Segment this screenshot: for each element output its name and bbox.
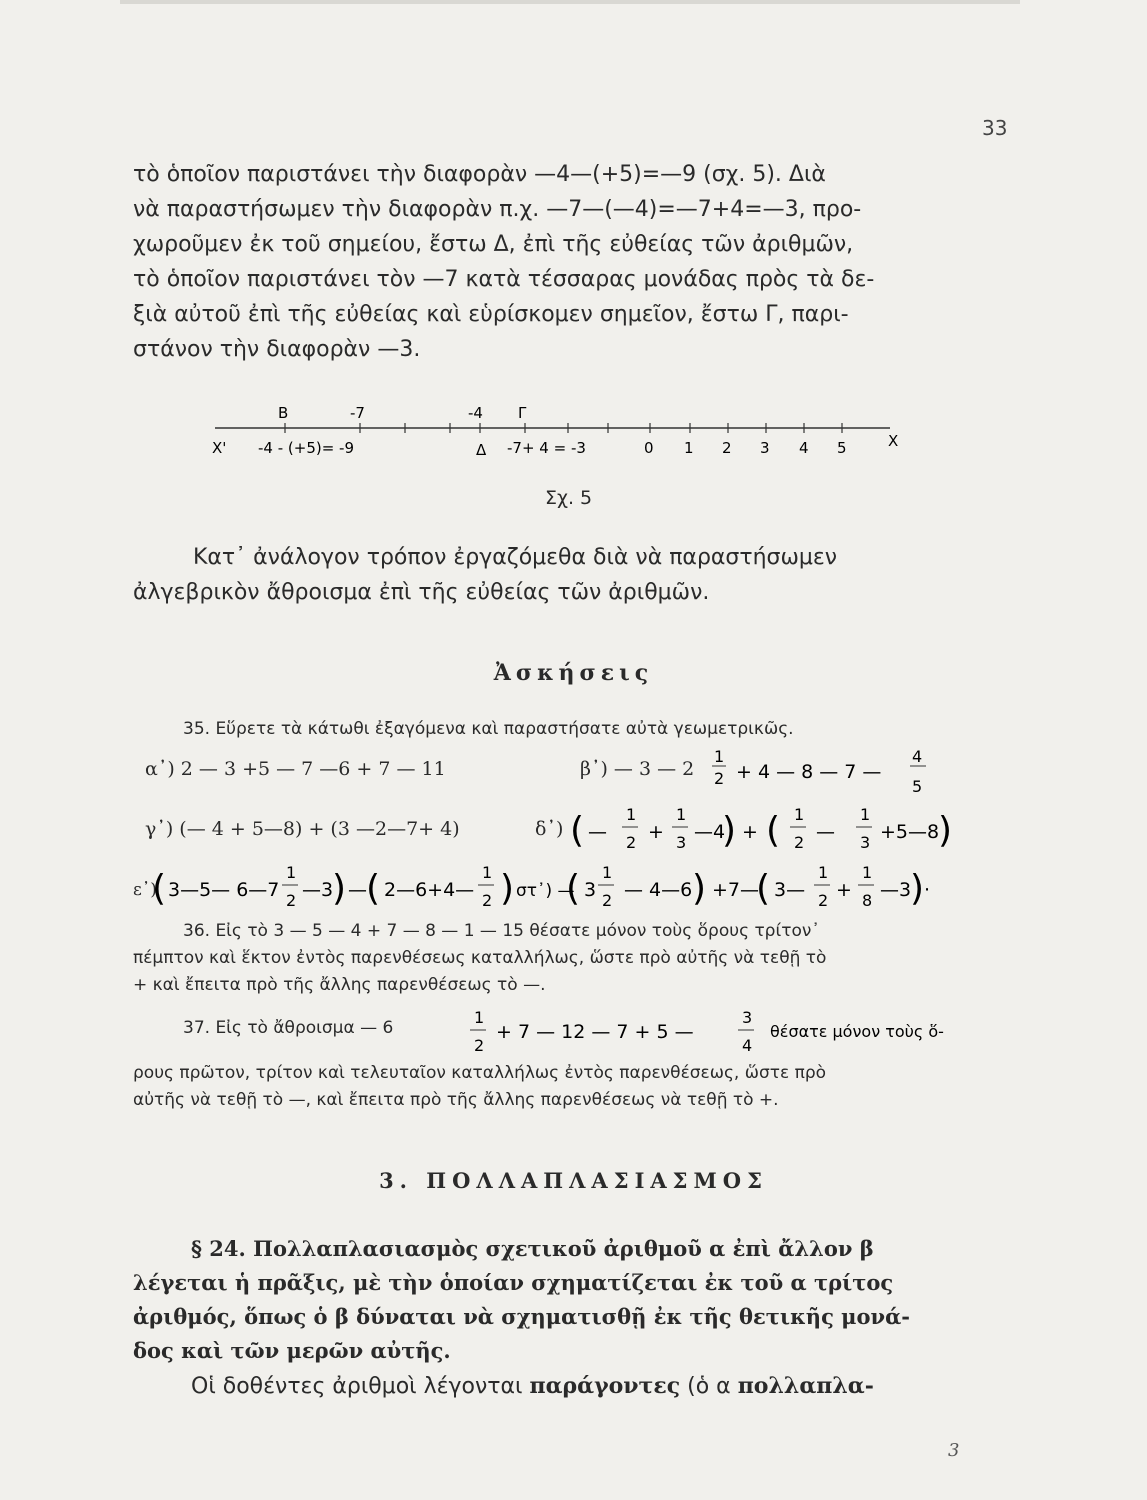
text-line: § 24. Πολλαπλασιασμὸς σχετικοῦ ἀριθμοῦ α ἐπὶ ἄλλον β bbox=[191, 1236, 874, 1261]
last-line-normal: Οἱ δοθέντες ἀριθμοὶ λέγονται bbox=[191, 1374, 523, 1399]
last-line-bold-term: παράγοντες bbox=[529, 1373, 681, 1399]
svg-text:—: — bbox=[348, 879, 367, 901]
tick-label-4: 4 bbox=[799, 439, 809, 457]
frac-den: 2 bbox=[714, 769, 725, 788]
text-line: νὰ παραστήσωμεν τὴν διαφορὰν π.χ. —7—(—4)=—7+4=—3, προ- bbox=[133, 197, 862, 222]
svg-text:3: 3 bbox=[860, 833, 871, 852]
page-top-edge bbox=[120, 0, 1020, 4]
last-line bbox=[133, 1369, 1001, 1404]
svg-text:(: ( bbox=[570, 810, 585, 851]
svg-text:2: 2 bbox=[602, 891, 613, 910]
svg-text:4: 4 bbox=[742, 1036, 753, 1055]
exercise-36 bbox=[133, 918, 1001, 999]
svg-text:3: 3 bbox=[742, 1008, 753, 1027]
svg-text:2: 2 bbox=[482, 891, 493, 910]
text-line: ρους πρῶτον, τρίτον καὶ τελευταῖον καταλλήλως ἐντὸς παρενθέσεως, ὥστε πρὸ bbox=[133, 1063, 827, 1083]
svg-text:2—6+4—: 2—6+4— bbox=[384, 879, 475, 901]
text-line: δος καὶ τῶν μερῶν αὐτῆς. bbox=[133, 1338, 451, 1363]
exercise-35-e-expression bbox=[152, 858, 1022, 920]
exercise-37-end: θέσατε μόνον τοὺς ὅ- bbox=[770, 1022, 944, 1041]
text-line: ἀλγεβρικὸν ἄθροισμα ἐπὶ τῆς εὐθείας τῶν ἀριθμῶν. bbox=[133, 580, 710, 605]
svg-text:+5—8: +5—8 bbox=[880, 821, 940, 843]
text-line: + καὶ ἔπειτα πρὸ τῆς ἄλλης παρενθέσεως τὸ —. bbox=[133, 975, 546, 995]
svg-text:—: — bbox=[588, 821, 607, 843]
svg-text:3: 3 bbox=[584, 879, 597, 901]
svg-text:): ) bbox=[722, 810, 737, 851]
svg-text:): ) bbox=[938, 810, 953, 851]
label-B: B bbox=[278, 404, 289, 422]
svg-text:1: 1 bbox=[602, 863, 613, 882]
svg-text:1: 1 bbox=[860, 805, 871, 824]
svg-text:2: 2 bbox=[626, 833, 637, 852]
text-line: αὐτῆς νὰ τεθῇ τὸ —, καὶ ἔπειτα πρὸ τῆς ἄλλης παρενθέσεως νὰ τεθῇ τὸ +. bbox=[133, 1090, 779, 1110]
text-line: τὸ ὁποῖον παριστάνει τὸν —7 κατὰ τέσσαρας μονάδας πρὸς τὰ δε- bbox=[133, 267, 875, 292]
svg-text:(: ( bbox=[756, 868, 771, 909]
exercise-35-b-rest: + 4 — 8 — 7 — bbox=[736, 761, 882, 783]
svg-text:—3: —3 bbox=[880, 879, 912, 901]
svg-text:1: 1 bbox=[482, 863, 493, 882]
exercise-35-b-fractions bbox=[712, 744, 952, 799]
last-line-paren: (ὁ α bbox=[687, 1374, 731, 1399]
svg-text:(: ( bbox=[766, 810, 781, 851]
exercise-35-d-expression bbox=[570, 800, 1020, 865]
page-number: 33 bbox=[982, 116, 1008, 140]
section-title: 3. ΠΟΛΛΑΠΛΑΣΙΑΣΜΟΣ bbox=[379, 1168, 768, 1193]
svg-text:3: 3 bbox=[676, 833, 687, 852]
svg-text:στ᾽) —: στ᾽) — bbox=[516, 881, 575, 901]
svg-text:+: + bbox=[836, 879, 852, 901]
svg-text:+7—: +7— bbox=[712, 879, 760, 901]
svg-text:+: + bbox=[742, 821, 758, 843]
footer-signature-mark: 3 bbox=[948, 1440, 960, 1461]
svg-text:— 4—6: — 4—6 bbox=[624, 879, 693, 901]
svg-text:): ) bbox=[692, 868, 707, 909]
svg-text:—3: —3 bbox=[302, 879, 334, 901]
label-minus-7: -7 bbox=[350, 404, 365, 422]
svg-text:1: 1 bbox=[474, 1008, 485, 1027]
exercise-35-g: γ᾽) (— 4 + 5—8) + (3 —2—7+ 4) bbox=[145, 818, 460, 840]
svg-text:3—5— 6—7: 3—5— 6—7 bbox=[168, 879, 280, 901]
svg-text:1: 1 bbox=[794, 805, 805, 824]
figure-caption: Σχ. 5 bbox=[545, 487, 593, 509]
svg-text:2: 2 bbox=[794, 833, 805, 852]
svg-text:1: 1 bbox=[862, 863, 873, 882]
tick-label-2: 2 bbox=[722, 439, 732, 457]
label-gamma-value: -7+ 4 = -3 bbox=[507, 439, 586, 457]
label-x: X bbox=[888, 432, 899, 450]
svg-text:2: 2 bbox=[286, 891, 297, 910]
svg-text:2: 2 bbox=[818, 891, 829, 910]
svg-text:—: — bbox=[816, 821, 835, 843]
exercise-35-b bbox=[580, 758, 694, 780]
text-line: πέμπτον καὶ ἕκτον ἐντὸς παρενθέσεως καταλλήλως, ὥστε πρὸ αὐτῆς νὰ τεθῇ τὸ bbox=[133, 948, 827, 968]
label-x-prime: X' bbox=[212, 439, 227, 457]
svg-text:3—: 3— bbox=[774, 879, 806, 901]
exercise-37-rest bbox=[133, 1060, 1001, 1114]
exercise-35-text: 35. Εὕρετε τὰ κάτωθι ἐξαγόμενα καὶ παραστήσατε αὐτὰ γεωμετρικῶς. bbox=[183, 719, 794, 739]
analog-paragraph bbox=[133, 540, 1001, 610]
svg-text:(: ( bbox=[366, 868, 381, 909]
intro-paragraph bbox=[133, 157, 1001, 367]
svg-text:1: 1 bbox=[626, 805, 637, 824]
svg-text:1: 1 bbox=[676, 805, 687, 824]
text-line: χωροῦμεν ἐκ τοῦ σημείου, ἔστω Δ, ἐπὶ τῆς εὐθείας τῶν ἀριθμῶν, bbox=[133, 232, 854, 257]
svg-text:—4: —4 bbox=[694, 821, 726, 843]
exercise-35-d-label: δ᾽) bbox=[535, 818, 564, 840]
svg-text:): ) bbox=[500, 868, 515, 909]
tick-label-5: 5 bbox=[837, 439, 847, 457]
text-line: τὸ ὁποῖον παριστάνει τὴν διαφορὰν —4—(+5)=—9 (σχ. 5). Διὰ bbox=[133, 162, 826, 187]
tick-label-3: 3 bbox=[760, 439, 770, 457]
label-delta: Δ bbox=[476, 441, 487, 459]
exercise-35-b-label: β᾽) — 3 — 2 bbox=[580, 758, 695, 780]
text-line: στάνον τὴν διαφορὰν —3. bbox=[133, 337, 421, 362]
exercise-35-d bbox=[535, 818, 563, 840]
svg-text:2: 2 bbox=[474, 1036, 485, 1055]
frac-den: 5 bbox=[912, 777, 923, 796]
svg-text:1: 1 bbox=[818, 863, 829, 882]
exercise-35-a: α᾽) 2 — 3 +5 — 7 —6 + 7 — 11 bbox=[145, 758, 446, 780]
text-line: 36. Εἰς τὸ 3 — 5 — 4 + 7 — 8 — 1 — 15 θέσατε μόνον τοὺς ὅρους τρίτον᾽ bbox=[183, 921, 820, 941]
number-line-figure bbox=[200, 398, 920, 468]
text-line: ξιὰ αὐτοῦ ἐπὶ τῆς εὐθείας καὶ εὑρίσκομεν σημεῖον, ἔστω Γ, παρι- bbox=[133, 302, 849, 327]
svg-text:8: 8 bbox=[862, 891, 873, 910]
frac-num: 1 bbox=[714, 747, 725, 766]
tick-label-1: 1 bbox=[684, 439, 694, 457]
label-b-value: -4 - (+5)= -9 bbox=[258, 439, 355, 457]
exercise-37-middle: + 7 — 12 — 7 + 5 — bbox=[496, 1021, 694, 1043]
label-gamma: Γ bbox=[518, 404, 527, 422]
svg-text:(: ( bbox=[566, 868, 581, 909]
last-line-bold-term-2: πολλαπλα- bbox=[737, 1373, 874, 1399]
text-line: ἀριθμός, ὅπως ὁ β δύναται νὰ σχηματισθῇ ἐκ τῆς θετικῆς μονά- bbox=[133, 1304, 910, 1329]
tick-label-0: 0 bbox=[644, 439, 654, 457]
svg-text:): ) bbox=[910, 868, 925, 909]
svg-text:1: 1 bbox=[286, 863, 297, 882]
svg-text:): ) bbox=[332, 868, 347, 909]
svg-text:·: · bbox=[924, 879, 931, 901]
frac-num: 4 bbox=[912, 747, 923, 766]
svg-text:(: ( bbox=[152, 868, 167, 909]
exercise-35-e-label: ε᾽) bbox=[133, 880, 157, 900]
svg-text:+: + bbox=[648, 821, 664, 843]
text-line: Κατ᾽ ἀνάλογον τρόπον ἐργαζόμεθα διὰ νὰ παραστήσωμεν bbox=[193, 545, 838, 570]
exercises-heading: Ἀσκήσεις bbox=[493, 660, 654, 686]
exercise-37-start: 37. Εἰς τὸ ἄθροισμα — 6 bbox=[183, 1018, 394, 1038]
label-minus-4: -4 bbox=[468, 404, 483, 422]
exercise-37-fractions bbox=[470, 1003, 1010, 1058]
definition-paragraph bbox=[133, 1232, 1001, 1368]
text-line: λέγεται ἡ πρᾶξις, μὲ τὴν ὁποίαν σχηματίζεται ἐκ τοῦ α τρίτος bbox=[133, 1270, 894, 1295]
